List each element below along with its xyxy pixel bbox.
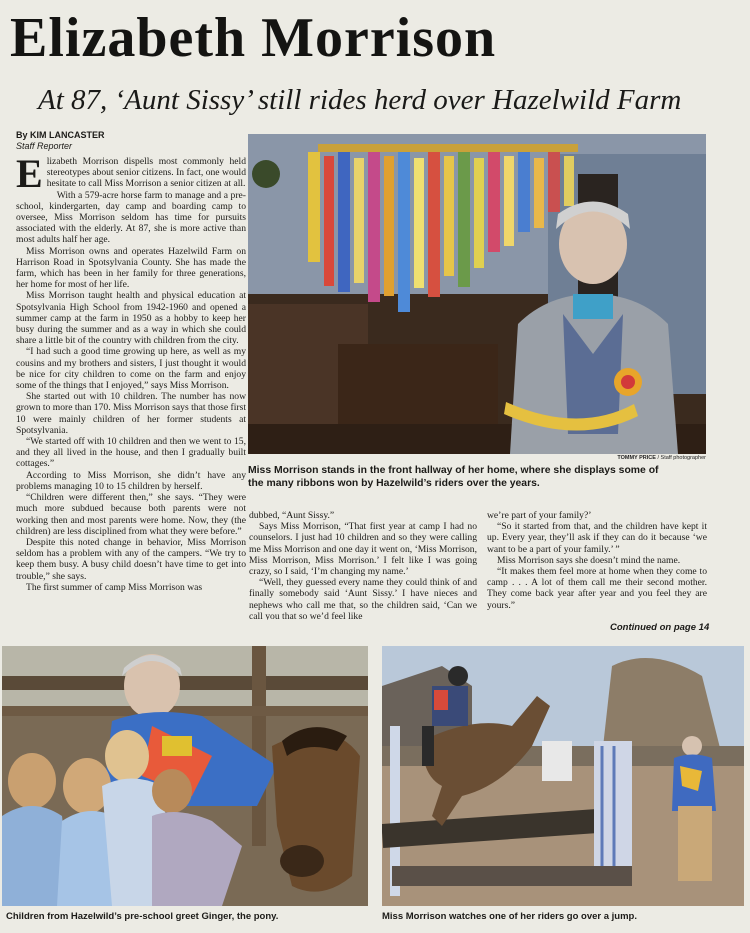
paragraph: She started out with 10 children. The number has now grown to more than 170. Miss Morrison says that those first 10 were mainly children of her former students at Spotsylvania.	[16, 391, 246, 436]
paragraph: Miss Morrison owns and operates Hazelwild Farm on Harrison Road in Spotsylvania County. She has made the farm, which has been in her family for three generations, her home for most of her life.	[16, 245, 246, 291]
byline	[16, 130, 246, 152]
article-column-3	[487, 510, 707, 620]
paragraph: “I had such a good time growing up here, as well as my cousins and my brothers and sisters, I just thought it would be nice for city children to come on the farm and enjoy some of the things that I enjoyed,” says Miss Morrison.	[16, 346, 246, 392]
paragraph: “It makes them feel more at home when they come to camp . . . A lot of them call me their second mother. They come back year after year and you feel they are yours.”	[487, 566, 707, 611]
main-photo-caption: Miss Morrison stands in the front hallway of her home, where she displays some of the many ribbons won by Hazelwild’s riders over the years.	[248, 465, 659, 489]
caption-children-pony: Children from Hazelwild’s pre-school greet Ginger, the pony.	[6, 911, 279, 922]
photo-children-pony	[2, 646, 368, 906]
article-column-1	[16, 156, 246, 624]
article-column-2	[249, 510, 477, 620]
paragraph: With a 579-acre horse farm to manage and a pre-school, kindergarten, day camp and boarding camp to oversee, Miss Morrison seldom has time for pursuits associated with the elderly. At 87, she is more active than most adults half her age.	[16, 189, 246, 246]
byline-name: By KIM LANCASTER	[16, 130, 105, 140]
byline-role: Staff Reporter	[16, 141, 73, 151]
paragraph: Miss Morrison says she doesn’t mind the name.	[497, 554, 681, 566]
photo-rider-jump	[382, 646, 744, 906]
paragraph: “We started off with 10 children and then we went to 15, and they all lived in the house, and then I gradually built cottages.”	[16, 436, 246, 470]
deck-subheadline: At 87, ‘Aunt Sissy’ still rides herd over Hazelwild Farm	[38, 84, 682, 116]
photo-credit: TOMMY PRICE / Staff photographer	[617, 455, 706, 461]
main-photo-ribbons	[248, 134, 706, 454]
paragraph: Despite this noted change in behavior, Miss Morrison seldom has a problem with any of the campers. “We try to keep them busy. A busy child doesn’t have time to get into trouble,” she says.	[16, 536, 246, 582]
drop-cap: E	[16, 156, 43, 196]
paragraph: The first summer of camp Miss Morrison was	[26, 581, 203, 593]
paragraph: we’re part of your family?’	[487, 510, 592, 521]
paragraph: “Well, they guessed every name they could think of and finally somebody said ‘Aunt Sissy.’ I have nieces and nephews who call me that, so the children said, ‘Can we call you that so we’d feel like	[249, 577, 477, 620]
paragraph: “Children were different then,” she says. “They were much more subdued because both parents were not working then and most parents were home. Now, they (the children) are less disciplined from what they were before.”	[16, 492, 246, 537]
paragraph: dubbed, “Aunt Sissy.”	[249, 510, 335, 521]
headline: Elizabeth Morrison	[10, 7, 497, 69]
paragraph: Elizabeth Morrison dispells most commonly held stereotypes about senior citizens. In fact, one would hesitate to call Miss Morrison a senior citizen at all.	[16, 156, 246, 196]
caption-rider-jump: Miss Morrison watches one of her riders go over a jump.	[382, 911, 637, 922]
continued-note: Continued on page 14	[610, 622, 710, 633]
paragraph: Says Miss Morrison, “That first year at camp I had no counselors. I just had 10 children and so they were calling me Miss Morrison and one day it went on, ‘Miss Morrison, Miss Morrison, Miss Morrison.’ I felt like I was going crazy, so I said, ‘I’m changing my name.’	[249, 521, 477, 578]
paragraph: Miss Morrison taught health and physical education at Spotsylvania High School from 1942-1960 and opened a summer camp at the farm in 1950 as a hobby to keep her busy during the summer and as a way in which she could share a little bit of the country with children from the city.	[16, 290, 246, 347]
paragraph: According to Miss Morrison, she didn’t have any problems managing 10 to 15 children by herself.	[16, 469, 246, 492]
paragraph: “So it started from that, and the children have kept it up. Every year, they’ll ask if they can do it because ‘we want to be a part of your family.’ ”	[487, 521, 707, 555]
